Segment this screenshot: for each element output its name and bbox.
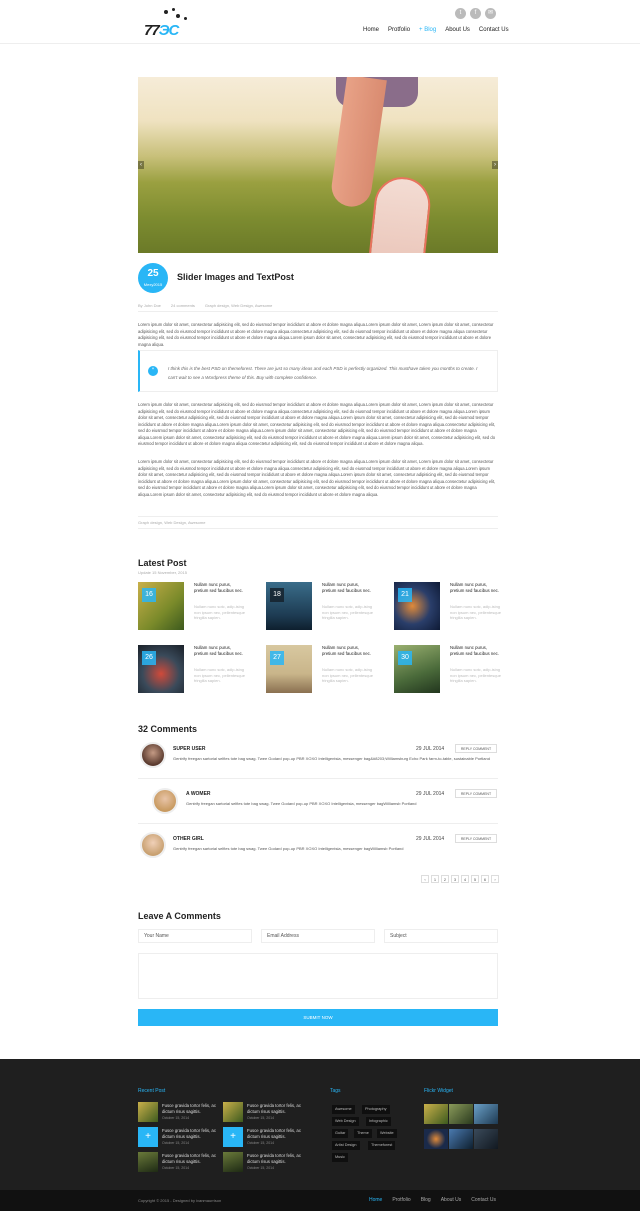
recent-post-item[interactable]: Fusce gravida tortor felis, ac dictum risus sagittis. October 15, 2014 — [138, 1102, 218, 1122]
email-icon[interactable]: ✉ — [485, 8, 496, 19]
latest-post-item[interactable]: 18 Nullam nunc purus, pretium sed faucibus nec. Nullam nunc sotc, adip-ising non ipsum nec, pellentesque fringilla sapien. — [266, 582, 374, 630]
tag-item[interactable]: Web Design — [332, 1117, 359, 1126]
nav-home[interactable]: Home — [363, 27, 380, 33]
footer-bottom-bar — [0, 1190, 640, 1211]
post-body-1: Lorem ipsum dolor sit amet, consectetur adipisicing elit, sed do eiusmod tempor incididunt ut abore et dolore magna aliqua.Lorem ipsum dolor sit amet, Lorem ipsum dolor sit amet, consectetur adipisicing elit, sed do eiusmod tempor incididunt ut abore et dolore magna aliqua.consectetur adipisicing elit, sed do eiusmod tempor incididunt ut abore et dolore magna aliqua.Lorem ipsum dolor sit amet, consectetur adipisicing elit, sed do eiusmod tempor incididunt ut abore et dolore magna aliqua.Lorem ipsum dolor sit amet, consectetur adipisicing elit, sed do eiusmod tempor incididunt ut abore et dolore magna aliqua.Lorem ipsum dolor sit amet, consectetur adipisicing elit, sed do eiusmod tempor incididunt ut abore et dolore magna aliqua.consectetur adipisicing elit, sed do eiusmod tempor incididunt ut abore et dolore magna aliqua.Lorem ipsum dolor sit amet, consectetur adipisicing elit, sed do eiusmod tempor incididunt ut abore et dolore magna aliqua.Lorem ipsum dolor sit amet, consectetur adipisicing elit, sed do eiusmod tempor incididunt ut abore et dolore magna aliqua.Lorem ipsum dolor sit amet, consectetur adipisicing elit, sed do eiusmod tempor incididunt ut abore et dolore magna aliqua consectetur adipisicing elit, sed do eiusmod tempor incididunt ut abore et dolore magna aliqua. — [138, 402, 496, 446]
site-footer — [0, 1059, 640, 1190]
flickr-photo[interactable] — [424, 1104, 448, 1124]
social-links — [455, 8, 496, 19]
leave-comment-title: Leave A Comments — [138, 911, 221, 921]
nav-blog[interactable]: + Blog — [419, 27, 437, 33]
main-nav — [363, 27, 509, 33]
flickr-photo[interactable] — [449, 1129, 473, 1149]
tag-item[interactable]: Photography — [362, 1105, 390, 1114]
nav-about[interactable]: About Us — [445, 27, 470, 33]
footer-nav-contact[interactable]: Contact Us — [471, 1197, 497, 1203]
footer-nav-blog[interactable]: Blog — [420, 1197, 431, 1203]
post-blockquote: “ I think this is the best PSD on themeforest. There are just so many ideas and each PSD is perfectly organized. This musthave taken you months to create. I can't wait to see a Wordpress theme of this. Buy with complete confidence. — [138, 350, 498, 392]
logo-text: 77ЭC — [144, 22, 179, 39]
flickr-heading: Flickr Widget — [424, 1088, 453, 1094]
latest-post-item[interactable]: 27 Nullam nunc purus, pretium sed faucibus nec. Nullam nunc sotc, adip-ising non ipsum nec, pellentesque fringilla sapien. — [266, 645, 374, 693]
flickr-photo[interactable] — [474, 1104, 498, 1124]
email-input[interactable]: Email Address — [261, 929, 375, 943]
recent-post-item[interactable]: + Fusce gravida tortor felis, ac dictum risus sagittis. October 15, 2014 — [223, 1127, 303, 1147]
plus-icon: + — [138, 1127, 158, 1147]
comment-item: A WOMER 29 JUL 2014 REPLY COMMENT Gentrify freegan sartorial selfies tote bag swag. Twee Godard pop-up PBR XOXO Intelligentsia, messenger bagWilliamsb Portland — [138, 787, 498, 823]
latest-post-item[interactable]: 16 Nullam nunc purus, pretium sed faucibus nec. Nullam nunc sotc, adip-ising non ipsum nec, pellentesque fringilla sapien. — [138, 582, 246, 630]
footer-nav-about[interactable]: About Us — [440, 1197, 462, 1203]
flickr-photo[interactable] — [449, 1104, 473, 1124]
latest-post-title: Latest Post — [138, 558, 187, 568]
latest-post-item[interactable]: 26 Nullam nunc purus, pretium sed faucibus nec. Nullam nunc sotc, adip-ising non ipsum nec, pellentesque fringilla sapien. — [138, 645, 246, 693]
recent-post-item[interactable]: + Fusce gravida tortor felis, ac dictum risus sagittis. October 15, 2014 — [138, 1127, 218, 1147]
footer-nav-home[interactable]: Home — [369, 1197, 383, 1203]
nav-contact[interactable]: Contact Us — [478, 27, 509, 33]
page-2[interactable]: 2 — [441, 875, 449, 883]
tag-item[interactable]: Website — [377, 1129, 397, 1138]
tag-item[interactable]: Themeforest — [368, 1141, 395, 1150]
page-1[interactable]: 1 — [431, 875, 439, 883]
latest-post-subtitle: Update 15 November, 2015 — [138, 570, 187, 575]
tags-heading: Tags — [330, 1088, 341, 1094]
footer-nav-portfolio[interactable]: Protfolio — [392, 1197, 411, 1203]
avatar — [152, 788, 178, 814]
twitter-icon[interactable]: t — [455, 8, 466, 19]
meta-categories[interactable]: Graph design, Web Design, Awesome — [204, 303, 273, 308]
latest-post-item[interactable]: 30 Nullam nunc purus, pretium sed faucibus nec. Nullam nunc sotc, adip-ising non ipsum nec, pellentesque fringilla sapien. — [394, 645, 502, 693]
copyright: Copyright © 2015 - Designed by ivanmaurrison — [138, 1198, 222, 1203]
meta-comments[interactable]: 24 comments — [170, 303, 195, 308]
plus-icon: + — [223, 1127, 243, 1147]
comments-pagination — [421, 875, 499, 883]
page-next[interactable]: › — [491, 875, 499, 883]
post-intro: Lorem ipsum dolor sit amet, consectetur adipisicing elit, sed do eiusmod tempor incididunt ut abore et dolore magna aliqua.Lorem ipsum dolor sit amet, Lorem ipsum dolor sit amet, consectetur adipisicing elit, sed do eiusmod tempor incididunt ut abore et dolore magna aliqua.consectetur adipisicing elit, sed do eiusmod tempor incididunt ut abore et dolore magna aliqua consectetur adipisicing elit, sed do eiusmod tempor incididunt ut abore et dolore magna aliqua.Lorem ipsum dolor sit amet, consectetur adipisicing elit, sed do eiusmod tempor incididunt ut abore et dolore magna aliqua. — [138, 322, 494, 347]
meta-author[interactable]: By John Doe — [138, 303, 161, 308]
latest-post-item[interactable]: 21 Nullam nunc purus, pretium sed faucibus nec. Nullam nunc sotc, adip-ising non ipsum nec, pellentesque fringilla sapien. — [394, 582, 502, 630]
site-logo[interactable] — [144, 8, 202, 38]
comments-title: 32 Comments — [138, 724, 198, 734]
facebook-icon[interactable]: f — [470, 8, 481, 19]
recent-post-heading: Recent Post — [138, 1088, 166, 1094]
tag-item[interactable]: Music — [332, 1153, 348, 1162]
post-tags[interactable]: Graph design, Web Design, Awesome — [138, 516, 498, 529]
flickr-photo[interactable] — [424, 1129, 448, 1149]
name-input[interactable]: Your Name — [138, 929, 252, 943]
flickr-photo[interactable] — [474, 1129, 498, 1149]
recent-post-item[interactable]: Fusce gravida tortor felis, ac dictum risus sagittis. October 15, 2014 — [138, 1152, 218, 1172]
tag-item[interactable]: Guitar — [332, 1129, 348, 1138]
reply-button[interactable]: REPLY COMMENT — [455, 789, 497, 798]
recent-post-item[interactable]: Fusce gravida tortor felis, ac dictum risus sagittis. October 15, 2014 — [223, 1102, 303, 1122]
page-6[interactable]: 6 — [481, 875, 489, 883]
page-5[interactable]: 5 — [471, 875, 479, 883]
recent-post-item[interactable]: Fusce gravida tortor felis, ac dictum risus sagittis. October 15, 2014 — [223, 1152, 303, 1172]
subject-input[interactable]: Subject — [384, 929, 498, 943]
reply-button[interactable]: REPLY COMMENT — [455, 744, 497, 753]
post-slider — [138, 77, 498, 253]
page-3[interactable]: 3 — [451, 875, 459, 883]
tag-item[interactable]: Infographic — [366, 1117, 391, 1126]
avatar — [140, 742, 166, 768]
quote-icon: “ — [148, 366, 158, 376]
nav-portfolio[interactable]: Protfolio — [388, 27, 411, 33]
avatar — [140, 832, 166, 858]
post-meta — [138, 303, 498, 312]
comment-item: SUPER USER 29 JUL 2014 REPLY COMMENT Gentrify freegan sartorial selfies tote bag swag. Twee Godard pop-up PBR XOXO Intelligentsia, messenger bag&#8203;Williamsburg Echo Park farm-to-table, sustainable Portland — [138, 742, 498, 778]
footer-nav — [369, 1197, 496, 1203]
reply-button[interactable]: REPLY COMMENT — [455, 834, 497, 843]
page-prev[interactable]: ‹ — [421, 875, 429, 883]
tag-item[interactable]: Theme — [354, 1129, 372, 1138]
tag-item[interactable]: Artist Design — [332, 1141, 360, 1150]
submit-button[interactable]: SUBMIT NOW — [138, 1009, 498, 1026]
post-date-badge: 25 Mexy2015 — [138, 263, 168, 293]
comment-item: OTHER GIRL 29 JUL 2014 REPLY COMMENT Gentrify freegan sartorial selfies tote bag swag. Twee Godard pop-up PBR XOXO Intelligentsia, messenger bagWilliamsb Portland — [138, 832, 498, 868]
slider-next-icon[interactable]: › — [494, 162, 496, 168]
post-body-2: Lorem ipsum dolor sit amet, consectetur adipisicing elit, sed do eiusmod tempor incididunt ut abore et dolore magna aliqua.Lorem ipsum dolor sit amet, Lorem ipsum dolor sit amet, consectetur adipisicing elit, sed do eiusmod tempor incididunt ut abore et dolore magna aliqua.consectetur adipisicing elit, sed do eiusmod tempor incididunt ut abore et dolore magna aliqua.Lorem ipsum dolor sit amet, consectetur adipisicing elit, sed do eiusmod tempor incididunt ut abore et dolore magna aliqua.Lorem ipsum dolor sit amet, consectetur adipisicing elit, sed do eiusmod tempor incididunt ut abore et dolore magna aliqua.Lorem ipsum dolor sit amet, consectetur adipisicing elit, sed do eiusmod tempor incididunt ut abore et dolore magna aliqua.consectetur adipisicing elit, sed do eiusmod tempor incididunt ut abore et dolore magna aliqua.Lorem ipsum dolor sit amet, consectetur adipisicing elit, sed do eiusmod tempor incididunt ut abore et dolore magna aliqua.Lorem ipsum dolor sit amet, consectetur adipisicing elit, sed do eiusmod tempor incididunt ut abore et dolore magna aliqua. — [138, 459, 496, 497]
page-4[interactable]: 4 — [461, 875, 469, 883]
message-textarea[interactable] — [138, 953, 498, 999]
site-header — [0, 0, 640, 44]
slider-prev-icon[interactable]: ‹ — [140, 162, 142, 168]
post-title: Slider Images and TextPost — [177, 272, 294, 282]
tag-item[interactable]: Awesome — [332, 1105, 355, 1114]
